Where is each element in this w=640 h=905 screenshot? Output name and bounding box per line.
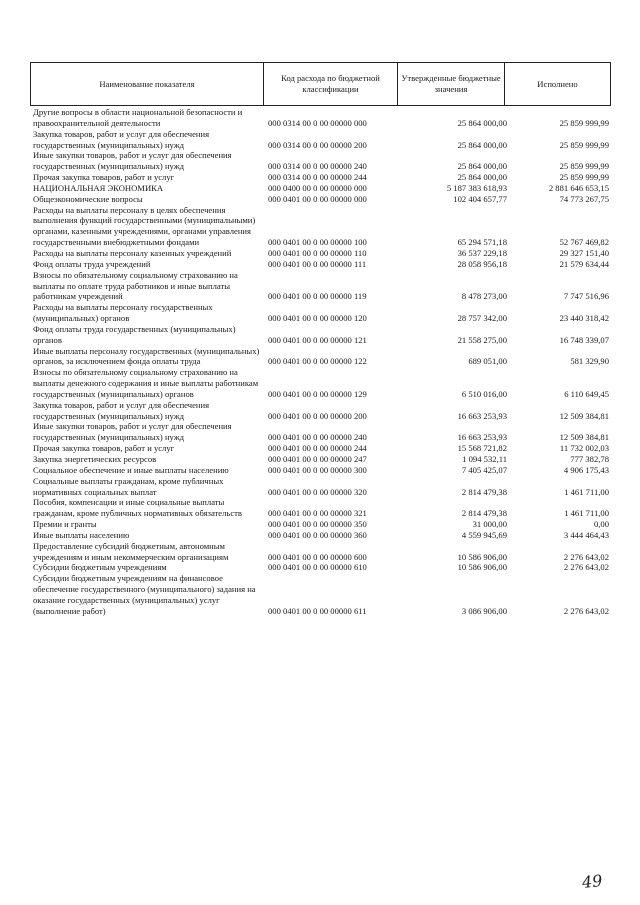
row-approved: 5 187 383 618,93	[446, 182, 507, 193]
row-executed: 1 461 711,00	[564, 508, 609, 519]
table-row	[30, 421, 611, 443]
row-name: Субсидии бюджетным учреждениям	[33, 562, 167, 573]
table-row	[30, 107, 611, 129]
row-name: Общеэкономические вопросы	[33, 193, 143, 204]
table-row	[30, 183, 611, 194]
row-executed: 3 444 464,43	[563, 529, 609, 540]
row-executed: 777 382,78	[570, 454, 609, 464]
row-executed: 74 773 267,75	[559, 193, 609, 204]
table-row	[30, 562, 611, 573]
row-code: 000 0314 00 0 00 00000 244	[268, 172, 367, 183]
table-row	[30, 205, 611, 248]
row-code: 000 0401 00 0 00 00000 350	[268, 519, 367, 530]
row-name: Субсидии бюджетным учреждениям на финансовое обеспечение государственного (муниципального) задания на оказание государственных (муниципальных) услуг (выполнение работ)	[33, 573, 256, 616]
table-row	[30, 248, 611, 259]
row-approved: 4 559 945,69	[461, 529, 507, 540]
table-row	[30, 530, 611, 541]
row-code: 000 0400 00 0 00 00000 000	[268, 182, 367, 193]
row-executed: 12 509 384,81	[559, 432, 609, 443]
page-number: 49	[581, 870, 604, 893]
row-code: 000 0314 00 0 00 00000 000	[268, 117, 367, 128]
row-approved: 8 478 273,00	[461, 291, 507, 302]
row-executed: 2 881 646 653,15	[548, 182, 609, 193]
table-row	[30, 465, 611, 476]
table-row	[30, 541, 611, 563]
row-code: 000 0401 00 0 00 00000 360	[268, 529, 367, 540]
row-code: 000 0401 00 0 00 00000 100	[268, 237, 367, 248]
row-approved: 2 814 479,38	[461, 508, 507, 519]
row-approved: 10 586 906,00	[457, 562, 507, 573]
row-approved: 25 864 000,00	[457, 139, 507, 150]
row-code: 000 0401 00 0 00 00000 600	[268, 551, 367, 562]
table-row	[30, 302, 611, 324]
row-executed: 16 748 339,07	[559, 334, 609, 345]
row-executed: 23 440 318,42	[559, 313, 609, 324]
table-row	[30, 497, 611, 519]
row-name: Расходы на выплаты персоналу казенных учреждений	[33, 247, 232, 258]
row-executed: 25 859 999,99	[559, 117, 609, 128]
row-approved: 25 864 000,00	[457, 172, 507, 183]
row-approved: 15 568 721,82	[457, 443, 507, 454]
row-name: Расходы на выплаты персоналу в целях обеспечения выполнения функций государственными (муниципальными) органами, казенными учреждениями, органами управления государственными внебюджетными фондами	[33, 204, 256, 248]
row-approved: 10 586 906,00	[457, 551, 507, 562]
row-approved: 65 294 571,18	[457, 237, 507, 248]
row-approved: 6 510 016,00	[461, 388, 507, 399]
row-name: Фонд оплаты труда учреждений	[33, 258, 151, 269]
row-executed: 52 767 469,82	[559, 237, 609, 248]
row-code: 000 0401 00 0 00 00000 119	[268, 291, 367, 302]
header-executed: Исполнено	[537, 78, 578, 89]
row-name: Закупка товаров, работ и услуг для обеспечения государственных (муниципальных) нужд	[33, 399, 210, 421]
row-name: Социальное обеспечение и иные выплаты населению	[33, 464, 229, 475]
table-row	[30, 346, 611, 368]
row-code: 000 0401 00 0 00 00000 110	[268, 247, 367, 258]
row-name: Иные выплаты персоналу государственных (муниципальных) органов, за исключением фонда оплаты труда	[33, 345, 260, 367]
table-row	[30, 150, 611, 172]
table-header	[30, 62, 611, 106]
row-name: Прочая закупка товаров, работ и услуг	[33, 443, 175, 454]
row-approved: 102 404 657,77	[453, 193, 507, 204]
row-approved: 21 558 275,00	[457, 334, 507, 345]
row-code: 000 0314 00 0 00 00000 240	[268, 161, 367, 172]
table-row	[30, 400, 611, 422]
row-code: 000 0401 00 0 00 00000 244	[268, 443, 367, 454]
row-executed: 25 859 999,99	[559, 172, 609, 183]
table-row	[30, 194, 611, 205]
row-name: Взносы по обязательному социальному страхованию на выплаты по оплате труда работников и иные выплаты работникам учреждений	[33, 269, 238, 302]
row-approved: 25 864 000,00	[457, 161, 507, 172]
row-code: 000 0401 00 0 00 00000 247	[268, 454, 367, 464]
table-row	[30, 270, 611, 303]
row-executed: 21 579 634,44	[559, 258, 609, 269]
row-name: Социальные выплаты гражданам, кроме публичных нормативных социальных выплат	[33, 475, 224, 497]
table-row	[30, 443, 611, 454]
row-code: 000 0401 00 0 00 00000 610	[268, 562, 367, 573]
row-name: Пособия, компенсации и иные социальные выплаты гражданам, кроме публичных нормативных обязательств	[33, 497, 242, 519]
table-row	[30, 259, 611, 270]
header-code: Код расхода по бюджетной классификации	[264, 63, 398, 105]
row-name: Другие вопросы в области национальной безопасности и правоохранительной деятельности	[33, 107, 243, 128]
row-name: Фонд оплаты труда государственных (муниципальных) органов	[33, 323, 236, 345]
row-code: 000 0401 00 0 00 00000 611	[268, 605, 367, 616]
table-row	[30, 129, 611, 151]
row-approved: 16 663 253,93	[457, 432, 507, 443]
row-code: 000 0401 00 0 00 00000 320	[268, 486, 367, 497]
row-name: Расходы на выплаты персоналу государственных (муниципальных) органов	[33, 302, 213, 324]
table-row	[30, 172, 611, 183]
row-approved: 689 051,00	[468, 356, 507, 367]
row-approved: 31 000,00	[472, 519, 507, 530]
row-code: 000 0401 00 0 00 00000 120	[268, 313, 367, 324]
row-approved: 28 757 342,00	[457, 313, 507, 324]
row-executed: 11 732 002,03	[559, 443, 609, 454]
table-body	[30, 107, 611, 617]
row-code: 000 0314 00 0 00 00000 200	[268, 139, 367, 150]
row-approved: 36 537 229,18	[457, 247, 507, 258]
table-row	[30, 454, 611, 465]
row-name: Иные закупки товаров, работ и услуг для обеспечения государственных (муниципальных) нужд	[33, 150, 232, 172]
row-name: Закупка энергетических ресурсов	[33, 454, 157, 464]
table-row	[30, 476, 611, 498]
row-name: Закупка товаров, работ и услуг для обеспечения государственных (муниципальных) нужд	[33, 128, 210, 150]
row-name: Прочая закупка товаров, работ и услуг	[33, 172, 175, 183]
header-approved: Утвержденные бюджетные значения	[398, 63, 505, 105]
row-approved: 28 058 956,18	[457, 258, 507, 269]
row-executed: 6 110 649,45	[564, 388, 609, 399]
row-name: Предоставление субсидий бюджетным, автономным учреждениям и иным некоммерческим организациям	[33, 540, 229, 562]
row-executed: 25 859 999,99	[559, 161, 609, 172]
row-executed: 581 329,90	[570, 356, 609, 367]
row-executed: 2 276 643,02	[563, 551, 609, 562]
table-row	[30, 573, 611, 616]
row-code: 000 0401 00 0 00 00000 121	[268, 334, 367, 345]
row-code: 000 0401 00 0 00 00000 111	[268, 258, 367, 269]
table-row	[30, 367, 611, 400]
row-approved: 7 405 425,07	[461, 464, 507, 475]
row-name: НАЦИОНАЛЬНАЯ ЭКОНОМИКА	[33, 182, 164, 193]
row-name: Взносы по обязательному социальному страхованию на выплаты денежного содержания и иные выплаты работникам государственных (муниципальных) органов	[33, 367, 259, 399]
row-approved: 16 663 253,93	[457, 410, 507, 421]
table-row	[30, 519, 611, 530]
row-approved: 1 094 532,11	[462, 454, 507, 464]
table-row	[30, 324, 611, 346]
row-executed: 29 327 151,40	[559, 247, 609, 258]
row-code: 000 0401 00 0 00 00000 300	[268, 464, 367, 475]
row-code: 000 0401 00 0 00 00000 122	[268, 356, 367, 367]
row-code: 000 0401 00 0 00 00000 129	[268, 388, 367, 399]
row-executed: 2 276 643,02	[563, 605, 609, 616]
row-code: 000 0401 00 0 00 00000 000	[268, 193, 367, 204]
row-executed: 0,00	[593, 519, 609, 530]
row-code: 000 0401 00 0 00 00000 200	[268, 410, 367, 421]
row-executed: 4 906 175,43	[563, 464, 609, 475]
row-approved: 3 086 906,00	[461, 605, 507, 616]
row-name: Иные выплаты населению	[33, 529, 130, 540]
row-executed: 12 509 384,81	[559, 410, 609, 421]
row-code: 000 0401 00 0 00 00000 321	[268, 508, 367, 519]
row-name: Премии и гранты	[33, 519, 97, 530]
row-executed: 1 461 711,00	[564, 486, 609, 497]
row-executed: 25 859 999,99	[559, 139, 609, 150]
row-executed: 7 747 516,96	[563, 291, 609, 302]
row-code: 000 0401 00 0 00 00000 240	[268, 432, 367, 443]
row-approved: 25 864 000,00	[457, 117, 507, 128]
row-executed: 2 276 643,02	[563, 562, 609, 573]
header-name: Наименование показателя	[31, 63, 264, 105]
row-approved: 2 814 479,38	[461, 486, 507, 497]
row-name: Иные закупки товаров, работ и услуг для обеспечения государственных (муниципальных) нужд	[33, 421, 232, 443]
